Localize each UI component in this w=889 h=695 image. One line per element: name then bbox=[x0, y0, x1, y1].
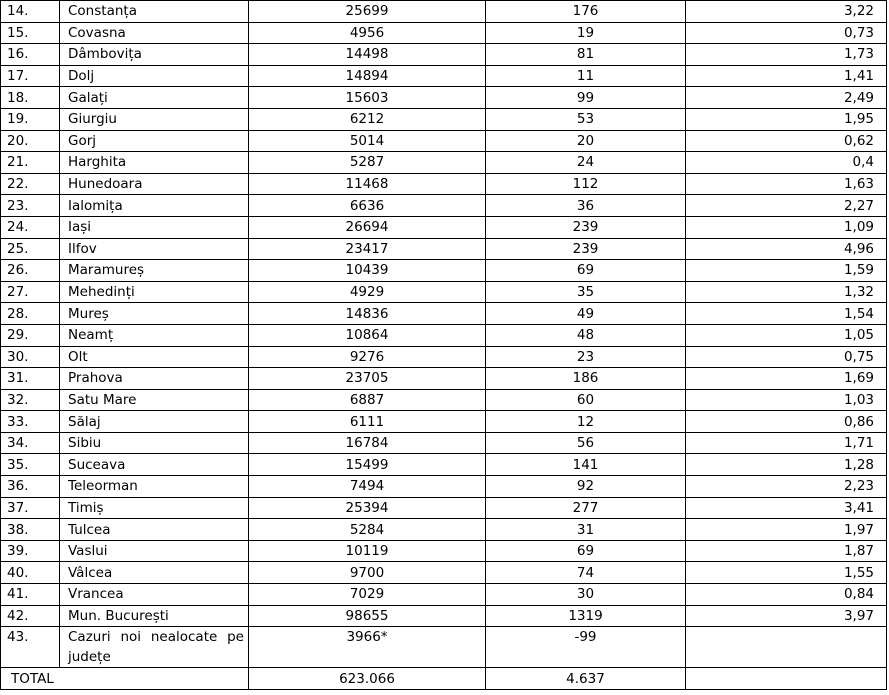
new-cases: 23 bbox=[486, 346, 686, 368]
row-number: 21. bbox=[1, 152, 60, 174]
county-name: Olt bbox=[60, 346, 249, 368]
new-cases: 81 bbox=[486, 44, 686, 66]
county-name: Cazuri noi nealocate pe județe bbox=[60, 627, 249, 668]
county-name: Giurgiu bbox=[60, 108, 249, 130]
confirmed-cases: 10119 bbox=[249, 540, 486, 562]
row-number: 37. bbox=[1, 497, 60, 519]
text-cursor bbox=[886, 88, 887, 105]
county-name: Dolj bbox=[60, 65, 249, 87]
incidence-rate: 1,97 bbox=[686, 519, 887, 541]
row-number: 29. bbox=[1, 324, 60, 346]
table-row bbox=[1, 281, 887, 303]
row-number: 26. bbox=[1, 260, 60, 282]
row-number: 32. bbox=[1, 389, 60, 411]
new-cases: 20 bbox=[486, 130, 686, 152]
table-row bbox=[1, 108, 887, 130]
incidence-rate: 1,32 bbox=[686, 281, 887, 303]
table-row bbox=[1, 216, 887, 238]
row-number: 25. bbox=[1, 238, 60, 260]
new-cases: 1319 bbox=[486, 605, 686, 627]
incidence-rate: 3,22 bbox=[686, 1, 887, 23]
row-number: 28. bbox=[1, 303, 60, 325]
confirmed-cases: 14894 bbox=[249, 65, 486, 87]
table-row bbox=[1, 260, 887, 282]
table-row bbox=[1, 432, 887, 454]
new-cases: 99 bbox=[486, 87, 686, 109]
confirmed-cases: 6636 bbox=[249, 195, 486, 217]
county-name: Mureș bbox=[60, 303, 249, 325]
confirmed-cases: 16784 bbox=[249, 432, 486, 454]
new-cases: 49 bbox=[486, 303, 686, 325]
incidence-rate: 0,86 bbox=[686, 411, 887, 433]
incidence-rate: 1,71 bbox=[686, 432, 887, 454]
table-body bbox=[1, 1, 887, 690]
new-cases: 30 bbox=[486, 584, 686, 606]
county-name: Maramureș bbox=[60, 260, 249, 282]
incidence-rate: 1,03 bbox=[686, 389, 887, 411]
row-number: 35. bbox=[1, 454, 60, 476]
incidence-rate: 1,55 bbox=[686, 562, 887, 584]
table-row-unallocated bbox=[1, 627, 887, 668]
confirmed-cases: 6111 bbox=[249, 411, 486, 433]
incidence-rate: 1,63 bbox=[686, 173, 887, 195]
incidence-rate: 3,97 bbox=[686, 605, 887, 627]
county-name: Suceava bbox=[60, 454, 249, 476]
new-cases: 74 bbox=[486, 562, 686, 584]
row-number: 31. bbox=[1, 368, 60, 390]
county-name: Mun. București bbox=[60, 605, 249, 627]
county-name: Teleorman bbox=[60, 476, 249, 498]
county-name: Tulcea bbox=[60, 519, 249, 541]
incidence-rate bbox=[686, 627, 887, 668]
incidence-rate: 2,27 bbox=[686, 195, 887, 217]
county-name: Vaslui bbox=[60, 540, 249, 562]
incidence-rate: 1,05 bbox=[686, 324, 887, 346]
incidence-rate: 1,09 bbox=[686, 216, 887, 238]
table-row bbox=[1, 411, 887, 433]
table-row bbox=[1, 1, 887, 23]
table-row bbox=[1, 519, 887, 541]
table-row bbox=[1, 389, 887, 411]
confirmed-cases: 25699 bbox=[249, 1, 486, 23]
incidence-rate: 1,73 bbox=[686, 44, 887, 66]
new-cases: 11 bbox=[486, 65, 686, 87]
table-row bbox=[1, 454, 887, 476]
table-row bbox=[1, 476, 887, 498]
county-name: Sălaj bbox=[60, 411, 249, 433]
table-row-total bbox=[1, 668, 887, 690]
incidence-rate: 1,69 bbox=[686, 368, 887, 390]
incidence-rate: 0,75 bbox=[686, 346, 887, 368]
row-number: 20. bbox=[1, 130, 60, 152]
new-cases: 69 bbox=[486, 540, 686, 562]
incidence-rate: 1,59 bbox=[686, 260, 887, 282]
new-cases: 239 bbox=[486, 238, 686, 260]
new-cases: 53 bbox=[486, 108, 686, 130]
incidence-rate: 2,23 bbox=[686, 476, 887, 498]
new-cases: 112 bbox=[486, 173, 686, 195]
table-row bbox=[1, 497, 887, 519]
table-row bbox=[1, 44, 887, 66]
total-rate bbox=[686, 668, 887, 690]
county-name: Dâmbovița bbox=[60, 44, 249, 66]
table-row bbox=[1, 562, 887, 584]
table-row bbox=[1, 238, 887, 260]
incidence-rate: 3,41 bbox=[686, 497, 887, 519]
new-cases: 19 bbox=[486, 22, 686, 44]
confirmed-cases: 5284 bbox=[249, 519, 486, 541]
row-number: 22. bbox=[1, 173, 60, 195]
row-number: 14. bbox=[1, 1, 60, 23]
county-name: Galați bbox=[60, 87, 249, 109]
new-cases: 12 bbox=[486, 411, 686, 433]
confirmed-cases: 9700 bbox=[249, 562, 486, 584]
incidence-rate: 4,96 bbox=[686, 238, 887, 260]
county-name: Gorj bbox=[60, 130, 249, 152]
row-number: 33. bbox=[1, 411, 60, 433]
table-row bbox=[1, 152, 887, 174]
row-number: 15. bbox=[1, 22, 60, 44]
row-number: 24. bbox=[1, 216, 60, 238]
confirmed-cases: 26694 bbox=[249, 216, 486, 238]
confirmed-cases: 4956 bbox=[249, 22, 486, 44]
table-row bbox=[1, 540, 887, 562]
confirmed-cases: 6887 bbox=[249, 389, 486, 411]
confirmed-cases: 25394 bbox=[249, 497, 486, 519]
new-cases: 60 bbox=[486, 389, 686, 411]
new-cases: 277 bbox=[486, 497, 686, 519]
confirmed-cases: 6212 bbox=[249, 108, 486, 130]
incidence-rate: 1,87 bbox=[686, 540, 887, 562]
total-new-cases: 4.637 bbox=[486, 668, 686, 690]
table-row bbox=[1, 303, 887, 325]
new-cases: 239 bbox=[486, 216, 686, 238]
incidence-rate: 2,49 bbox=[686, 87, 887, 109]
confirmed-cases: 7029 bbox=[249, 584, 486, 606]
confirmed-cases: 3966* bbox=[249, 627, 486, 668]
total-cases: 623.066 bbox=[249, 668, 486, 690]
incidence-rate: 0,62 bbox=[686, 130, 887, 152]
incidence-rate: 1,95 bbox=[686, 108, 887, 130]
confirmed-cases: 14498 bbox=[249, 44, 486, 66]
county-name: Prahova bbox=[60, 368, 249, 390]
confirmed-cases: 15603 bbox=[249, 87, 486, 109]
county-name: Vâlcea bbox=[60, 562, 249, 584]
row-number: 43. bbox=[1, 627, 60, 668]
row-number: 39. bbox=[1, 540, 60, 562]
total-label: TOTAL bbox=[1, 668, 249, 690]
table-row bbox=[1, 195, 887, 217]
row-number: 42. bbox=[1, 605, 60, 627]
table-row bbox=[1, 346, 887, 368]
row-number: 40. bbox=[1, 562, 60, 584]
new-cases: 35 bbox=[486, 281, 686, 303]
table-row bbox=[1, 324, 887, 346]
incidence-rate: 1,54 bbox=[686, 303, 887, 325]
county-name: Covasna bbox=[60, 22, 249, 44]
table-row bbox=[1, 22, 887, 44]
row-number: 34. bbox=[1, 432, 60, 454]
row-number: 23. bbox=[1, 195, 60, 217]
confirmed-cases: 23417 bbox=[249, 238, 486, 260]
incidence-rate: 0,73 bbox=[686, 22, 887, 44]
table-row bbox=[1, 87, 887, 109]
confirmed-cases: 23705 bbox=[249, 368, 486, 390]
new-cases: 36 bbox=[486, 195, 686, 217]
county-name: Neamț bbox=[60, 324, 249, 346]
confirmed-cases: 5287 bbox=[249, 152, 486, 174]
incidence-rate: 0,4 bbox=[686, 152, 887, 174]
county-name: Timiș bbox=[60, 497, 249, 519]
table-row bbox=[1, 368, 887, 390]
new-cases: 69 bbox=[486, 260, 686, 282]
table-row bbox=[1, 65, 887, 87]
table-row bbox=[1, 584, 887, 606]
county-name: Constanța bbox=[60, 1, 249, 23]
confirmed-cases: 15499 bbox=[249, 454, 486, 476]
row-number: 19. bbox=[1, 108, 60, 130]
confirmed-cases: 9276 bbox=[249, 346, 486, 368]
table-row bbox=[1, 173, 887, 195]
row-number: 30. bbox=[1, 346, 60, 368]
new-cases: 24 bbox=[486, 152, 686, 174]
row-number: 17. bbox=[1, 65, 60, 87]
row-number: 36. bbox=[1, 476, 60, 498]
county-name: Mehedinți bbox=[60, 281, 249, 303]
incidence-rate: 0,84 bbox=[686, 584, 887, 606]
confirmed-cases: 4929 bbox=[249, 281, 486, 303]
incidence-rate: 1,28 bbox=[686, 454, 887, 476]
new-cases: -99 bbox=[486, 627, 686, 668]
new-cases: 31 bbox=[486, 519, 686, 541]
new-cases: 92 bbox=[486, 476, 686, 498]
confirmed-cases: 10864 bbox=[249, 324, 486, 346]
row-number: 41. bbox=[1, 584, 60, 606]
table-row bbox=[1, 130, 887, 152]
confirmed-cases: 7494 bbox=[249, 476, 486, 498]
county-name: Vrancea bbox=[60, 584, 249, 606]
row-number: 18. bbox=[1, 87, 60, 109]
county-name: Satu Mare bbox=[60, 389, 249, 411]
county-name: Ilfov bbox=[60, 238, 249, 260]
county-name: Iași bbox=[60, 216, 249, 238]
county-name: Harghita bbox=[60, 152, 249, 174]
new-cases: 176 bbox=[486, 1, 686, 23]
table-row bbox=[1, 605, 887, 627]
confirmed-cases: 14836 bbox=[249, 303, 486, 325]
row-number: 27. bbox=[1, 281, 60, 303]
incidence-rate: 1,41 bbox=[686, 65, 887, 87]
county-name: Ialomița bbox=[60, 195, 249, 217]
confirmed-cases: 5014 bbox=[249, 130, 486, 152]
row-number: 38. bbox=[1, 519, 60, 541]
county-name: Sibiu bbox=[60, 432, 249, 454]
confirmed-cases: 11468 bbox=[249, 173, 486, 195]
new-cases: 186 bbox=[486, 368, 686, 390]
new-cases: 48 bbox=[486, 324, 686, 346]
confirmed-cases: 98655 bbox=[249, 605, 486, 627]
confirmed-cases: 10439 bbox=[249, 260, 486, 282]
county-name: Hunedoara bbox=[60, 173, 249, 195]
new-cases: 141 bbox=[486, 454, 686, 476]
row-number: 16. bbox=[1, 44, 60, 66]
new-cases: 56 bbox=[486, 432, 686, 454]
